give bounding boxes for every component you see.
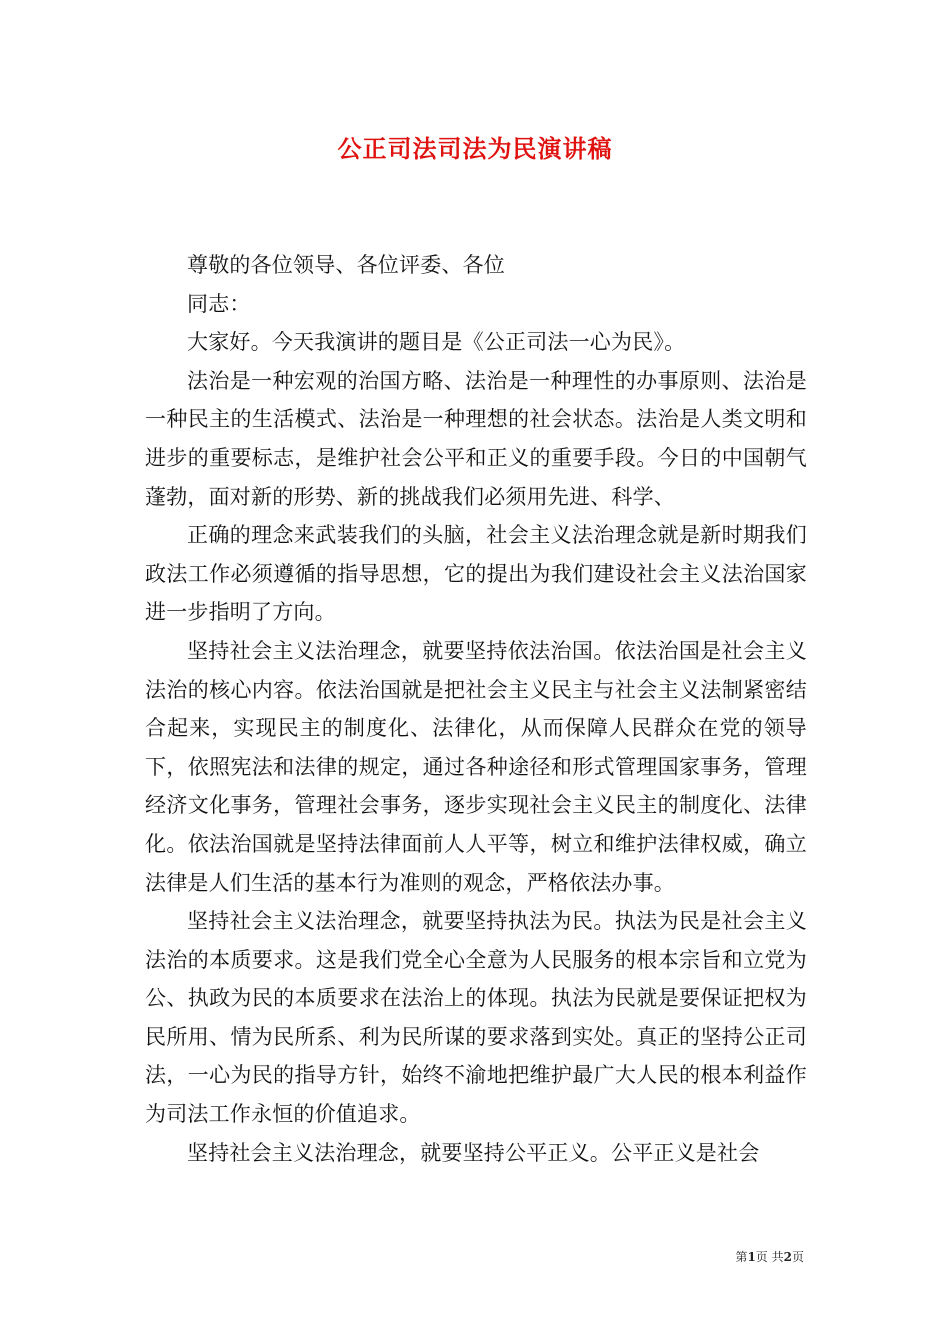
paragraph: 坚持社会主义法治理念，就要坚持公平正义。公平正义是社会	[187, 1140, 760, 1165]
footer-suffix: 页	[791, 1250, 804, 1264]
paragraph: 坚持社会主义法治理念，就要坚持执法为民。执法为民是社会主义法治的本质要求。这是我们党全心全意为人民服务的根本宗旨和立党为公、执政为民的本质要求在法治上的体现。执法为民就是要保证把权为民所用、情为民所系、利为民所谋的要求落到实处。真正的坚持公正司法，一心为民的指导方针，始终不渝地把维护最广大人民的根本利益作为司法工作永恒的价值追求。	[145, 909, 807, 1127]
paragraph: 法治是一种宏观的治国方略、法治是一种理性的办事原则、法治是一种民主的生活模式、法治是一种理想的社会状态。法治是人类文明和进步的重要标志，是维护社会公平和正义的重要手段。今日的中国朝气蓬勃，面对新的形势、新的挑战我们必须用先进、科学、	[145, 368, 807, 509]
footer-middle: 页 共	[755, 1250, 784, 1264]
footer-prefix: 第	[735, 1250, 748, 1264]
page-number-footer	[735, 1248, 804, 1265]
footer-page-number: 1	[747, 1250, 756, 1264]
paragraph: 坚持社会主义法治理念，就要坚持依法治国。依法治国是社会主义法治的核心内容。依法治国就是把社会主义民主与社会主义法制紧密结合起来，实现民主的制度化、法律化，从而保障人民群众在党的领导下，依照宪法和法律的规定，通过各种途径和形式管理国家事务，管理经济文化事务，管理社会事务，逐步实现社会主义民主的制度化、法律化。依法治国就是坚持法律面前人人平等，树立和维护法律权威，确立法律是人们生活的基本行为准则的观念，严格依法办事。	[145, 638, 807, 895]
footer-total-pages: 2	[783, 1250, 792, 1264]
paragraph-salutation: 尊敬的各位领导、各位评委、各位	[187, 253, 505, 277]
document-title: 公正司法司法为民演讲稿	[337, 134, 613, 163]
paragraph-greeting: 大家好。今天我演讲的题目是《公正司法一心为民》。	[187, 330, 686, 355]
document-body	[145, 246, 807, 1172]
paragraph: 正确的理念来武装我们的头脑，社会主义法治理念就是新时期我们政法工作必须遵循的指导思想，它的提出为我们建设社会主义法治国家进一步指明了方向。	[145, 523, 807, 625]
paragraph-salutation-cont: 同志：	[187, 291, 251, 316]
